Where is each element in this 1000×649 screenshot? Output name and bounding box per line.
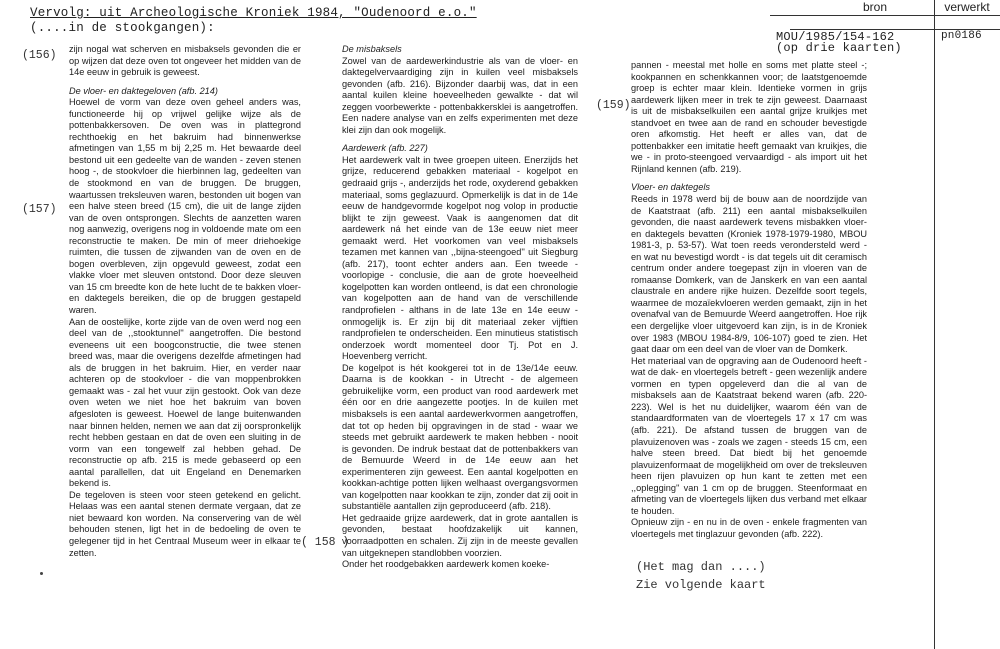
index-box-column-divider <box>934 0 935 649</box>
text-column-3 <box>631 60 867 540</box>
section-heading: Vloer- en daktegels <box>631 182 710 193</box>
paragraph: Reeds in 1978 werd bij de bouw aan de noordzijde van de Kaatstraat (afb. 211) een aantal misbakselkuilen gevonden, die naast aardewerk tevens misbakken vloer- en daktegels bevatten (Kroniek 1978-1979-1980, MBOU 1981-3, p. 53-57). Wat toen reeds verondersteld werd - en wat nu bevestigd wordt - is dat tegels uit dit ceramisch centrum onder andere toegepast zijn in vloeren van de romaanse Domkerk, van de Janskerk en van een aantal claustrale en andere rijke huizen. Dezelfde soort tegels, waarmee de mozaïekvloeren werden gemaakt, zijn in het ovenafval van de Bemuurde Weerd aangetroffen. Hoe rijk een dergelijke vloer uitgevoerd kan zijn, is in de Kroniek over 1983 (MBOU 1984-8/9, 106-107) goed te zien. Het gaat daar om een deel van de vloer van de Domkerk. <box>631 194 867 355</box>
paragraph: Het aardewerk valt in twee groepen uiteen. Enerzijds het grijze, reducerend gebakken materiaal - kogelpot en gedraaid grijs -, anderzijds het rode, oxyderend gebakken materiaal, soms geglazuurd. Opmerkelijk is dat in de 14e eeuw de handgevormde kogelpot nog volop in productie blijkt te zijn geweest. Vaak is aangenomen dat dit aardewerk ná het einde van de 13e eeuw niet meer gemaakt werd. Het voorkomen van veel misbaksels tezamen met kannen van ,,bijna-steengoed'' uit Siegburg (afb. 217), toont echter anders aan. Een tweede - voorlopige - conclusie, die aan de grote hoeveelheid kogelpotten kan worden ontleend, is dat een chronologie van kogelpotten aan de hand van de verschillende randprofielen - althans in de late 13e en 14e eeuw - onmogelijk is. Er zijn bij dit materiaal zeker vijftien randprofielen te onderscheiden. Een minutieus statistisch onderzoek wordt momenteel door Tj. Pot en J. Hoevenberg verricht. <box>342 154 578 362</box>
margin-number-158: ( 158 ) <box>301 536 350 549</box>
header-subtitle-line: (....in de stookgangen): <box>30 21 215 35</box>
margin-number-156: (156) <box>22 49 57 62</box>
stray-mark <box>40 572 43 575</box>
paragraph: Het materiaal van de opgraving aan de Oudenoord heeft - wat de dak- en vloertegels betreft - geen wezenlijk andere vormen en typen opgeleverd dan die al van de misbaksels aan de Kaatstraat bekend waren (afb. 220-223). Wel is het nu duidelijker, waarom één van de standaardformaten van de vloertegels 17 x 17 cm was (afb. 221). De afstand tussen de bruggen van de plavuizenoven was - zoals we zagen - steeds 15 cm, een halve steen breed. Dat biedt bij het genoemde plavuizenformaat de mogelijkheid om over de treksleuven heen rijen plavuizen op hun kant te zetten met een ,,oplegging'' van 1 cm op de bruggen. Steenformaat en afmeting van de vloertegels lijken dus verband met elkaar te houden. <box>631 355 867 516</box>
index-code: pn0186 <box>941 30 982 42</box>
index-reference-note: (op drie kaarten) <box>776 41 902 55</box>
index-box-verwerkt-header: verwerkt <box>944 0 990 14</box>
section-heading: De vloer- en daktegeloven (afb. 214) <box>69 85 218 96</box>
paragraph: Opnieuw zijn - en nu in de oven - enkele fragmenten van vloertegels met tinglazuur gevonden (afb. 222). <box>631 517 867 539</box>
margin-number-157: (157) <box>22 203 57 216</box>
next-card-note: Zie volgende kaart <box>636 578 766 592</box>
paragraph: De kogelpot is hét kookgerei tot in de 13e/14e eeuw. Daarna is de kookkan - in Utrecht - de algemeen gebruikelijke vorm, een product van rood aardewerk met één oor en drie aangezette pootjes. In de kuilen met misbaksels is een aantal aardewerkvormen aangetroffen, dat tot op heden bij opgravingen in de stad - waar we steeds met gebruikt aardewerk te maken hebben - nooit is gevonden. De indruk bestaat dat de pottenbakkers van de Bemuurde Weerd in de 14e eeuw aan het experimenteren zijn geweest. Een aantal kogelpotten en kookkan-achtige potten lijken welhaast overgangsvormen van kogelpotten naar kookkan te zijn, zonder dat zij ooit in substantiële aantallen zijn geproduceerd (afb. 218). <box>342 362 578 512</box>
paragraph: Zowel van de aardewerkindustrie als van de vloer- en daktegelvervaardiging zijn in kuilen veel misbaksels gevonden (afb. 216). Bijzonder daarbij was, dat in een aantal kuilen kleine hoeveelheden gewalkte - dat wil zeggen voorbewerkte - pottenbakkersklei is aangetroffen. Een nadere analyse van en zelfs experimenten met deze klei zijn dan ook mogelijk. <box>342 55 578 135</box>
index-box-bron-header: bron <box>862 0 888 14</box>
text-column-1 <box>69 44 301 559</box>
paragraph: zijn nogal wat scherven en misbaksels gevonden die er op wijzen dat deze oven tot ongeveer het midden van de 14e eeuw in gebruik is geweest. <box>69 44 301 78</box>
paragraph: Aan de oostelijke, korte zijde van de oven werd nog een deel van de ,,stooktunnel'' aangetroffen. Die bestond eveneens uit een boogconstructie, die twee stenen breed was, maar die overigens dezelfde afmetingen had als de bruggen in het bakruim. Hier, en verder naar achteren op de stookvloer - die van moppenbrokken gemaakt was - zal het vuur zijn gestookt. Ook van deze oven weten we niet hoe het bakruim van boven afgesloten is geweest. Hoewel de lange buitenwanden naar binnen helden, nemen we aan dat zij oorspronkelijk recht hebben gestaan en dat de oven een sluiting in de vorm van een tongewelf zal hebben gehad. De reconstructie op afb. 215 is mede gebaseerd op een aantal parallellen, dat uit Engeland en Denemarken bekend is. <box>69 316 301 489</box>
paragraph: Hoewel de vorm van deze oven geheel anders was, functioneerde hij op vrijwel gelijke wijze als de pottenbakkersoven. De oven was in plattegrond rechthoekig en het bakruim had binnenwerkse afmetingen van 1,55 m bij 2,25 m. Het bewaarde deel bestond uit een gedeelte van de wanden - zeven stenen hoog -, de stookvloer die hierbinnen lag, gedeelten van de stookmond en van de bruggen. De bruggen, waartussen treksleuven waren, bestonden uit bogen van een halve steen breed (15 cm), die uit de lange zijden van de oven ontsprongen. Slechts de aanzetten waren nog aanwezig, overigens nog in voldoende mate om een reconstructie te maken. De min of meer driehoekige ruimten, die tussen de zijwanden van de oven en de bogen overbleven, zijn opgevuld geweest, zodat een vlakke vloer met sleuven ontstond. Door deze sleuven van 15 cm breedte kon de hete lucht de te bakken vloer- en daktegels bereiken, die op de bruggen gestapeld waren. <box>69 97 301 316</box>
paragraph: Onder het roodgebakken aardewerk komen koeke- <box>342 559 550 570</box>
section-heading: Aardewerk (afb. 227) <box>342 143 428 154</box>
continuation-note: (Het mag dan ....) <box>636 560 766 574</box>
paragraph: De tegeloven is steen voor steen getekend en gelicht. Helaas was een aantal stenen dermate vergaan, dat ze niet bewaard kon worden. Na conservering van de wèl behouden stenen, ligt het in de bedoeling de oven te gelegener tijd in het Centraal Museum weer in elkaar te zetten. <box>69 489 301 558</box>
paragraph: Het gedraaide grijze aardewerk, dat in grote aantallen is gevonden, bestaat hoofdzakelijk uit kannen, voorraadpotten en schalen. Zij zijn in de meeste gevallen van uitgeknepen standlobben voorzien. <box>342 512 578 558</box>
index-reference: MOU/1985/154-162 <box>776 30 895 44</box>
section-heading: De misbaksels <box>342 44 402 54</box>
margin-number-159: (159) <box>596 99 631 112</box>
paragraph: pannen - meestal met holle en soms met platte steel -; kookpannen en schenkkannen voor; de laatstgenoemde groep is echter maar klein. Identieke vormen in grijs aardewerk lijken meer in trek te zijn geweest. Daarnaast is uit de misbakselkuilen een aantal grijze kruikjes met standvoet en twee aan de rand en schouder bevestigde oren afkomstig. Het heeft er alles van, dat de pottenbakker een imitatie heeft gemaakt van kruikjes, die we - in proto-steengoed vervaardigd - als import uit het Rijnland kennen (afb. 219). <box>631 60 867 174</box>
index-box-header-rule <box>770 15 1000 16</box>
text-column-2 <box>342 44 578 571</box>
header-title-line: Vervolg: uit Archeologische Kroniek 1984, "Oudenoord e.o." <box>30 6 477 20</box>
